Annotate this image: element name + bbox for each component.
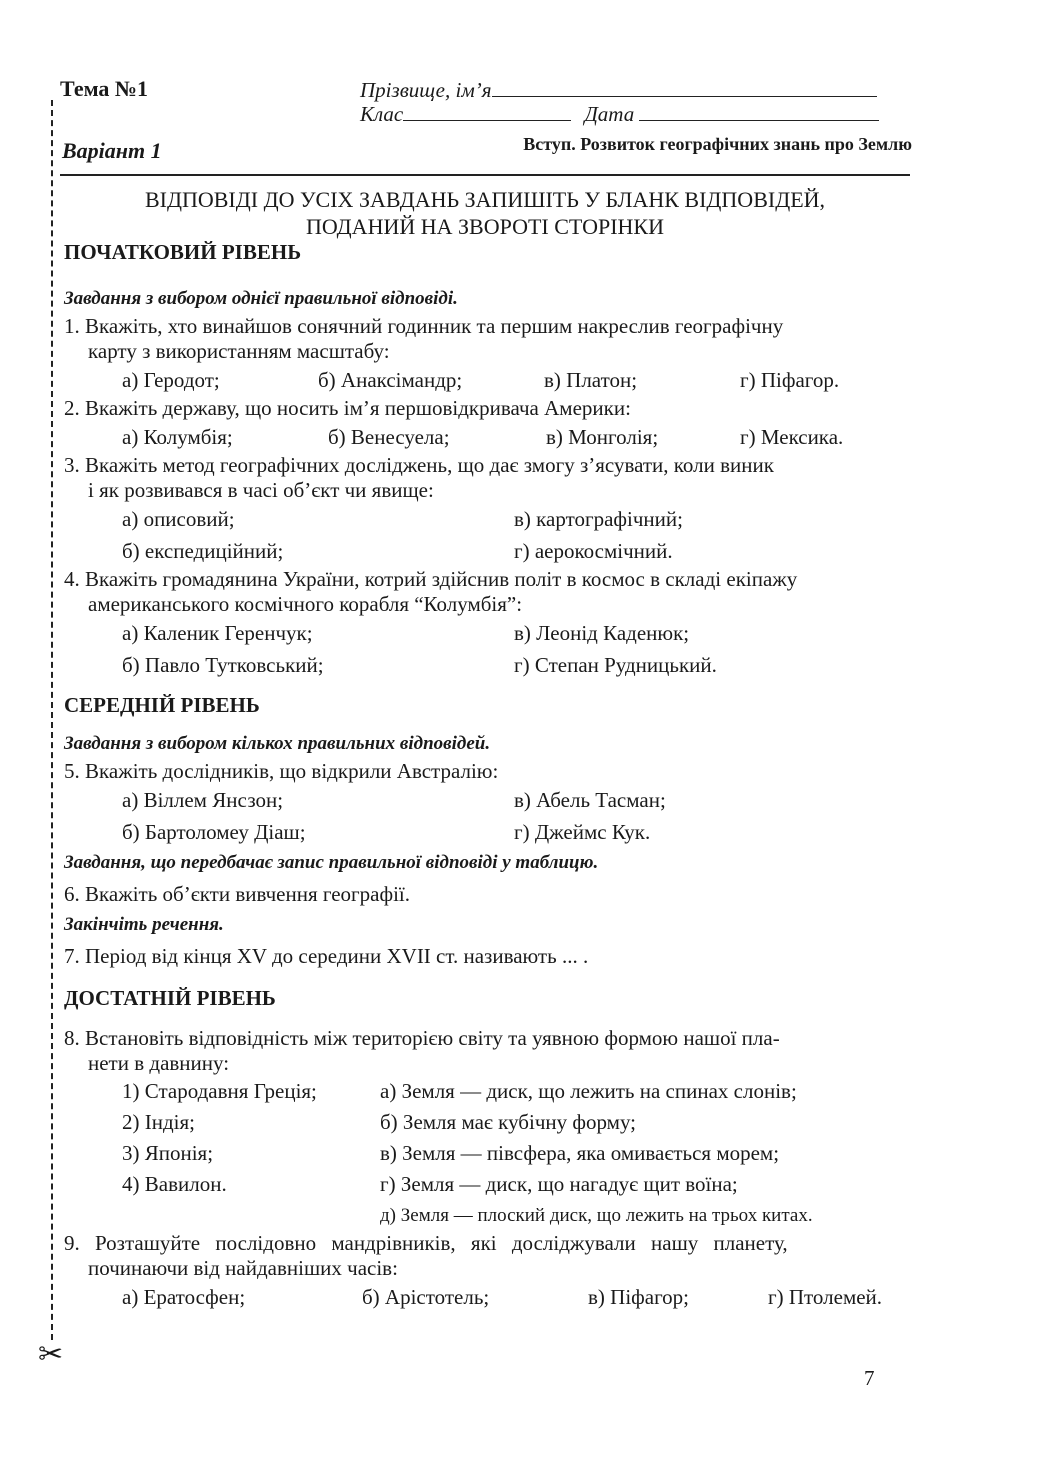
option[interactable]: в) Абель Тасман; [514, 788, 666, 812]
question-7: 7. Період від кінця XV до середини XVII ст. називають ... . [64, 944, 589, 968]
match-left: 2) Індія; [122, 1110, 195, 1134]
instruction-notice [60, 186, 910, 240]
level-initial: ПОЧАТКОВИЙ РІВЕНЬ [64, 240, 302, 264]
question-6: 6. Вкажіть об’єкти вивчення географії. [64, 882, 410, 906]
question-text: 4. Вкажіть громадянина України, котрий здійснив політ в космос в складі екіпажу [64, 567, 798, 591]
match-right: г) Земля — диск, що нагадує щит воїна; [380, 1172, 738, 1196]
question-5 [64, 759, 916, 848]
header-divider [60, 174, 910, 176]
surname-field[interactable] [492, 78, 877, 97]
level-sufficient: ДОСТАТНІЙ РІВЕНЬ [64, 986, 276, 1010]
tasks [64, 236, 916, 1313]
level-middle: СЕРЕДНІЙ РІВЕНЬ [64, 693, 260, 717]
option[interactable]: б) Бартоломеу Діаш; [122, 820, 306, 844]
page-number: 7 [864, 1366, 875, 1390]
option[interactable]: в) Піфагор; [588, 1285, 690, 1309]
lesson-topic: Вступ. Розвиток географічних знань про Землю [523, 134, 912, 154]
match-right: в) Земля — півсфера, яка омивається морем; [380, 1141, 780, 1165]
class-field[interactable] [403, 102, 571, 121]
question-text-cont: нети в давнину: [88, 1051, 230, 1075]
option[interactable]: г) Піфагор. [740, 368, 840, 392]
option[interactable]: б) Анаксімандр; [318, 368, 463, 392]
question-text-cont: і як розвивався в часі об’єкт чи явище: [88, 478, 434, 502]
task-type-single: Завдання з вибором однієї правильної відповіді. [64, 288, 458, 309]
match-right: б) Земля має кубічну форму; [380, 1110, 637, 1134]
option[interactable]: б) Павло Тутковський; [122, 653, 324, 677]
topic-number: Тема №1 [60, 76, 149, 101]
options [64, 617, 916, 681]
option[interactable]: г) Степан Рудницький. [514, 653, 717, 677]
options [64, 784, 916, 848]
task-type-multiple: Завдання з вибором кількох правильних відповідей. [64, 733, 491, 754]
match-left: 1) Стародавня Греція; [122, 1079, 317, 1103]
surname-row [360, 78, 877, 103]
match-left: 4) Вавилон. [122, 1172, 227, 1196]
notice-line-1: ВІДПОВІДІ ДО УСІХ ЗАВДАНЬ ЗАПИШІТЬ У БЛАНК ВІДПОВІДЕЙ, [144, 187, 826, 212]
question-4 [64, 567, 916, 681]
match-right: д) Земля — плоский диск, що лежить на трьох китах. [380, 1205, 813, 1226]
class-label: Клас [360, 102, 404, 126]
scissors-icon: ✂ [38, 1338, 64, 1371]
match-left: 3) Японія; [122, 1141, 214, 1165]
date-field[interactable] [639, 102, 879, 121]
task-type-table: Завдання, що передбачає запис правильної відповіді у таблицю. [64, 852, 599, 873]
options [64, 1281, 916, 1313]
cut-line [51, 100, 53, 1340]
question-9 [64, 1231, 916, 1313]
match-right: а) Земля — диск, що лежить на спинах слонів; [380, 1079, 797, 1103]
task-type-finish: Закінчіть речення. [64, 914, 224, 935]
question-3 [64, 453, 916, 567]
surname-label: Прізвище, ім’я [360, 78, 492, 102]
option[interactable]: б) Арістотель; [362, 1285, 490, 1309]
question-text: 3. Вкажіть метод географічних досліджень, що дає змогу з’ясувати, коли виник [64, 453, 774, 477]
matching-grid [64, 1076, 916, 1231]
question-text-cont: карту з використанням масштабу: [88, 339, 390, 363]
option[interactable]: в) Леонід Каденюк; [514, 621, 690, 645]
option[interactable]: г) Мексика. [740, 425, 844, 449]
option[interactable]: а) описовий; [122, 507, 235, 531]
option[interactable]: г) аерокосмічний. [514, 539, 673, 563]
date-label: Дата [584, 102, 635, 126]
class-date-row [360, 102, 879, 127]
options [64, 421, 916, 453]
question-text-cont: американського космічного корабля “Колумбія”: [88, 592, 523, 616]
question-text: 8. Встановіть відповідність між територією світу та уявною формою нашої пла- [64, 1026, 780, 1050]
option[interactable]: а) Каленик Геренчук; [122, 621, 313, 645]
question-text: 1. Вкажіть, хто винайшов сонячний годинник та першим накреслив географічну [64, 314, 784, 338]
question-8 [64, 1026, 916, 1231]
option[interactable]: а) Ератосфен; [122, 1285, 246, 1309]
option[interactable]: а) Віллем Янсзон; [122, 788, 284, 812]
option[interactable]: г) Птолемей. [768, 1285, 883, 1309]
option[interactable]: в) Монголія; [546, 425, 659, 449]
option[interactable]: а) Геродот; [122, 368, 220, 392]
question-text-cont: починаючи від найдавніших часів: [88, 1256, 398, 1280]
variant-label: Варіант 1 [62, 138, 162, 163]
option[interactable]: в) картографічний; [514, 507, 683, 531]
option[interactable]: б) Венесуела; [328, 425, 450, 449]
notice-line-2: ПОДАНИЙ НА ЗВОРОТІ СТОРІНКИ [306, 214, 664, 239]
option[interactable]: а) Колумбія; [122, 425, 233, 449]
option[interactable]: г) Джеймс Кук. [514, 820, 651, 844]
question-text: 2. Вкажіть державу, що носить ім’я першовідкривача Америки: [64, 396, 631, 420]
question-2 [64, 396, 916, 453]
question-text: 9. Розташуйте послідовно мандрівників, які досліджували нашу планету, [64, 1231, 788, 1255]
question-1 [64, 314, 916, 396]
match-left [122, 1200, 380, 1231]
options [64, 503, 916, 567]
question-text: 5. Вкажіть дослідників, що відкрили Австралію: [64, 759, 499, 783]
option[interactable]: б) експедиційний; [122, 539, 284, 563]
option[interactable]: в) Платон; [544, 368, 638, 392]
options [64, 364, 916, 396]
